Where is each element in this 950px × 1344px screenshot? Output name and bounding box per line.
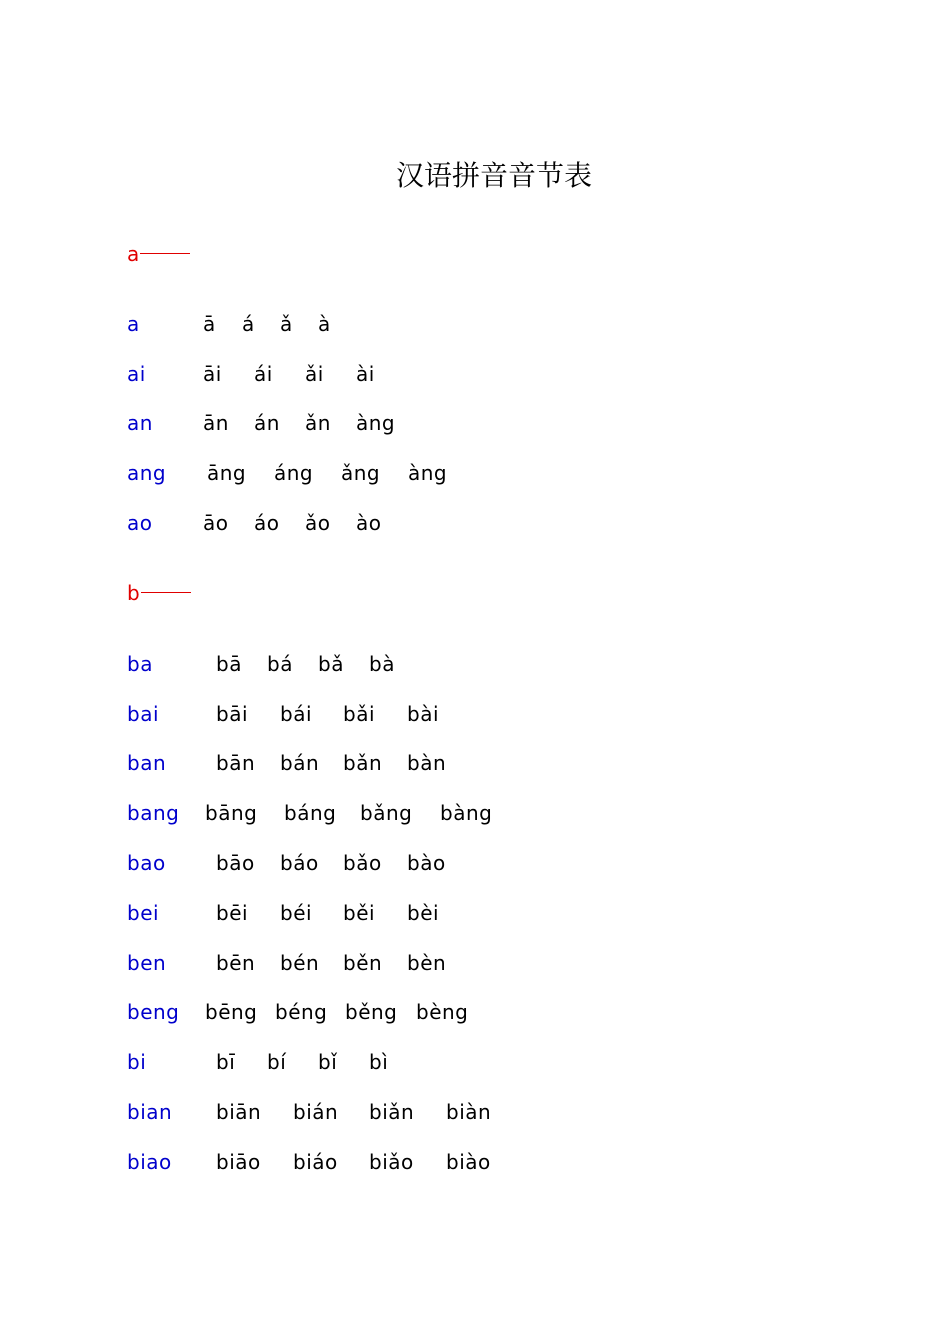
tone-3: ǎ — [280, 312, 293, 336]
tone-1: bān — [216, 751, 256, 775]
tone-3: běng — [345, 1000, 398, 1024]
section-heading-a — [127, 242, 190, 266]
syllable-base: beng — [127, 1000, 180, 1024]
tone-4: bài — [407, 702, 440, 726]
syllable-base: an — [127, 411, 153, 435]
tone-2: béi — [280, 901, 313, 925]
syllable-base: bai — [127, 702, 160, 726]
tone-4: bào — [407, 851, 446, 875]
tone-2: bá — [267, 652, 293, 676]
tone-4: bàng — [440, 801, 493, 825]
syllable-base: bi — [127, 1050, 147, 1074]
tone-2: biáo — [293, 1150, 338, 1174]
tone-2: á — [242, 312, 255, 336]
tone-3: ǎo — [305, 511, 331, 535]
syllable-base: bao — [127, 851, 166, 875]
tone-1: bī — [216, 1050, 236, 1074]
tone-4: biào — [446, 1150, 491, 1174]
tone-4: àng — [408, 461, 448, 485]
tone-3: biǎn — [369, 1100, 415, 1124]
tone-2: bén — [280, 951, 320, 975]
tone-2: ái — [254, 362, 273, 386]
tone-1: ān — [203, 411, 229, 435]
tone-4: bà — [369, 652, 395, 676]
tone-3: ǎi — [305, 362, 324, 386]
tone-2: báng — [284, 801, 337, 825]
tone-4: ài — [356, 362, 375, 386]
tone-3: bǎng — [360, 801, 413, 825]
tone-4: bèi — [407, 901, 440, 925]
tone-1: bāng — [205, 801, 258, 825]
tone-1: ā — [203, 312, 216, 336]
syllable-base: a — [127, 312, 140, 336]
syllable-base: bang — [127, 801, 180, 825]
tone-1: āng — [207, 461, 247, 485]
tone-2: án — [254, 411, 280, 435]
tone-1: bēn — [216, 951, 256, 975]
syllable-base: ai — [127, 362, 146, 386]
syllable-base: bei — [127, 901, 160, 925]
tone-4: bì — [369, 1050, 389, 1074]
syllable-base: ang — [127, 461, 167, 485]
syllable-base: ao — [127, 511, 153, 535]
tone-1: bēng — [205, 1000, 258, 1024]
tone-3: běi — [343, 901, 376, 925]
syllable-base: biao — [127, 1150, 172, 1174]
tone-3: ǎn — [305, 411, 331, 435]
syllable-base: ba — [127, 652, 153, 676]
tone-1: āo — [203, 511, 229, 535]
section-heading-b — [127, 581, 191, 605]
tone-4: à — [318, 312, 331, 336]
heading-dash — [141, 592, 191, 593]
tone-2: béng — [275, 1000, 328, 1024]
tone-4: biàn — [446, 1100, 492, 1124]
section-letter: b — [127, 581, 140, 605]
tone-1: biāo — [216, 1150, 261, 1174]
syllable-base: bian — [127, 1100, 173, 1124]
tone-3: biǎo — [369, 1150, 414, 1174]
tone-2: áng — [274, 461, 314, 485]
tone-3: ǎng — [341, 461, 381, 485]
tone-1: biān — [216, 1100, 262, 1124]
tone-4: bàn — [407, 751, 447, 775]
tone-3: bǎo — [343, 851, 382, 875]
syllable-base: ban — [127, 751, 167, 775]
tone-4: bèng — [416, 1000, 469, 1024]
tone-4: bèn — [407, 951, 447, 975]
section-letter: a — [127, 242, 140, 266]
tone-3: bǎn — [343, 751, 383, 775]
tone-3: bǎi — [343, 702, 376, 726]
page-title: 汉语拼音音节表 — [395, 159, 592, 192]
tone-1: bā — [216, 652, 242, 676]
tone-3: bǎ — [318, 652, 344, 676]
tone-1: bēi — [216, 901, 249, 925]
tone-2: bián — [293, 1100, 339, 1124]
syllable-base: ben — [127, 951, 167, 975]
tone-2: áo — [254, 511, 280, 535]
heading-dash — [140, 253, 190, 254]
tone-1: bāi — [216, 702, 249, 726]
tone-4: ào — [356, 511, 382, 535]
tone-2: bái — [280, 702, 313, 726]
tone-2: bí — [267, 1050, 287, 1074]
tone-3: běn — [343, 951, 383, 975]
tone-2: bán — [280, 751, 320, 775]
tone-1: bāo — [216, 851, 255, 875]
tone-1: āi — [203, 362, 222, 386]
tone-3: bǐ — [318, 1050, 338, 1074]
tone-4: àng — [356, 411, 396, 435]
tone-2: báo — [280, 851, 319, 875]
